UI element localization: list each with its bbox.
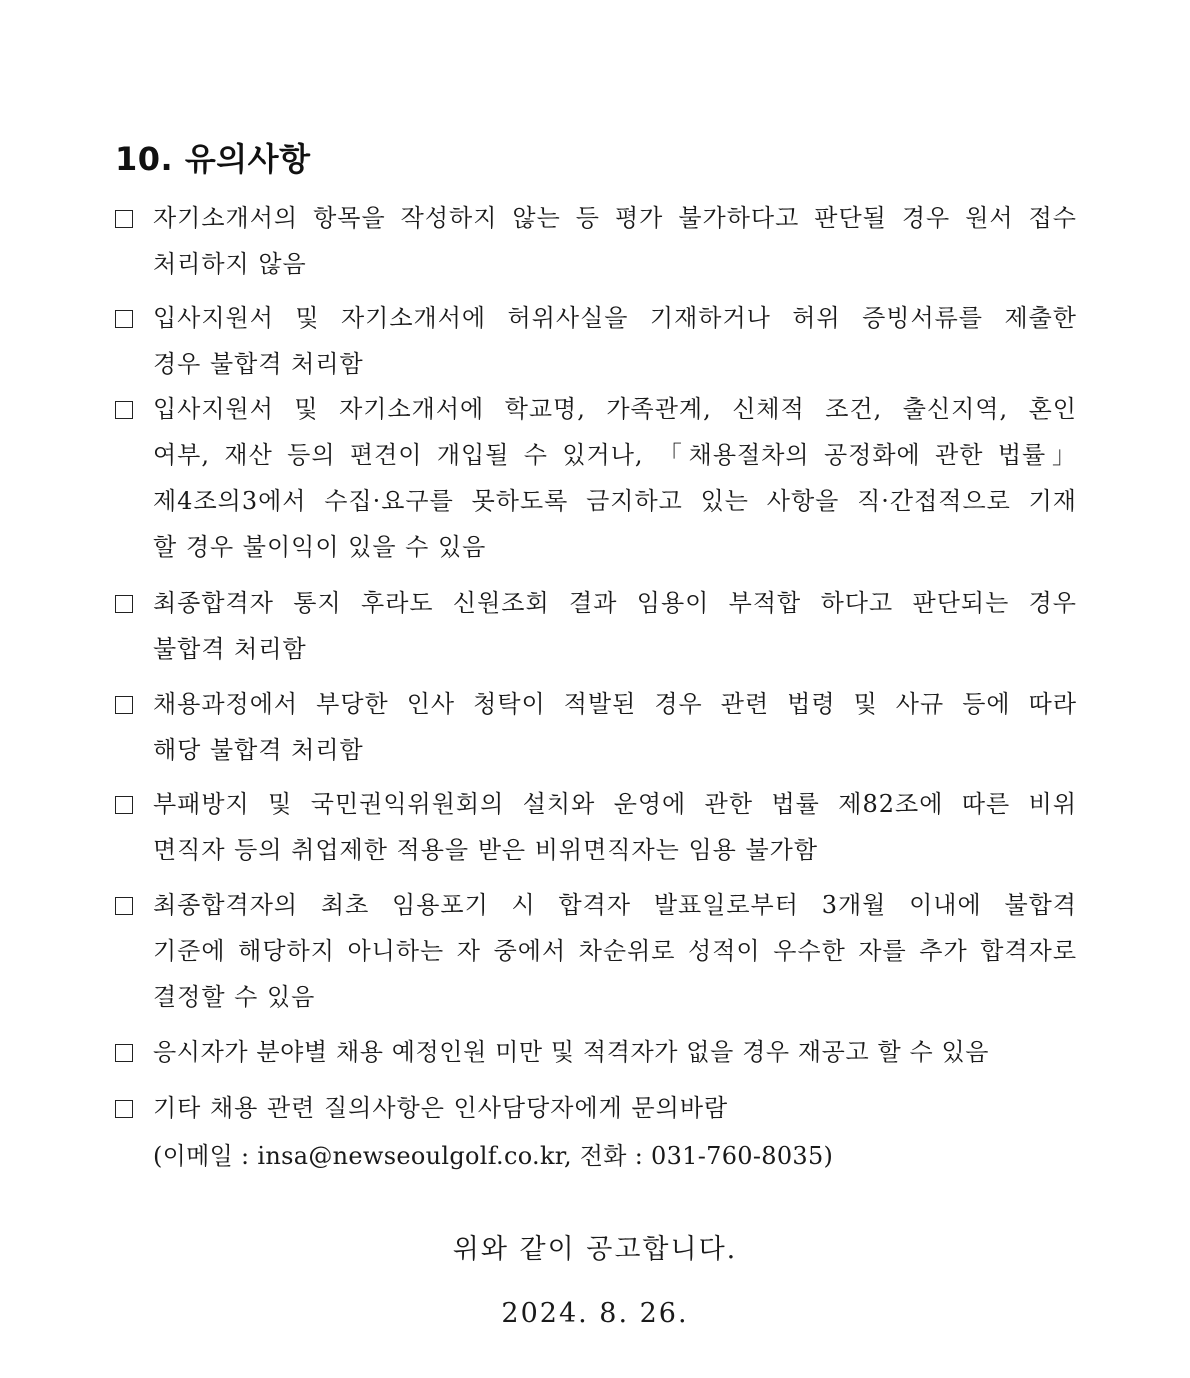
checkbox-icon [115, 1044, 133, 1062]
notice-line: 부패방지 및 국민권익위원회의 설치와 운영에 관한 법률 제82조에 따른 비위 [153, 790, 1077, 818]
notice-line: 제4조의3에서 수집·요구를 못하도록 금지하고 있는 사항을 직·간접적으로 기재 [153, 487, 1077, 515]
notice-line: 할 경우 불이익이 있을 수 있음 [153, 533, 487, 561]
notice-line: 기준에 해당하지 아니하는 자 중에서 차순위로 성적이 우수한 자를 추가 합격자로 [153, 937, 1077, 965]
notice-line: 입사지원서 및 자기소개서에 허위사실을 기재하거나 허위 증빙서류를 제출한 [153, 304, 1077, 332]
checkbox-icon [115, 696, 133, 714]
notice-line: 최종합격자 통지 후라도 신원조회 결과 임용이 부적합 하다고 판단되는 경우 [153, 589, 1077, 617]
notice-line: 결정할 수 있음 [153, 983, 316, 1011]
checkbox-icon [115, 401, 133, 419]
notice-line: 기타 채용 관련 질의사항은 인사담당자에게 문의바람 [153, 1094, 729, 1122]
notice-line: 입사지원서 및 자기소개서에 학교명, 가족관계, 신체적 조건, 출신지역, 혼인 [153, 395, 1077, 423]
checkbox-icon [115, 796, 133, 814]
notice-line: 처리하지 않음 [153, 250, 307, 278]
notice-line: 응시자가 분야별 채용 예정인원 미만 및 적격자가 없을 경우 재공고 할 수 있음 [153, 1038, 990, 1066]
notice-line: 해당 불합격 처리함 [153, 736, 364, 764]
checkbox-icon [115, 310, 133, 328]
closing-statement: 위와 같이 공고합니다. [452, 1234, 738, 1265]
contact-line: (이메일 : insa@newseoulgolf.co.kr, 전화 : 031-760-8035) [153, 1142, 834, 1170]
announcement-date: 2024. 8. 26. [501, 1298, 689, 1329]
notice-line: 면직자 등의 취업제한 적용을 받은 비위면직자는 임용 불가함 [153, 836, 819, 864]
notice-line: 불합격 처리함 [153, 635, 307, 663]
notice-line: 여부, 재산 등의 편견이 개입될 수 있거나, 「채용절차의 공정화에 관한 법률」 [153, 441, 1077, 469]
notice-line: 자기소개서의 항목을 작성하지 않는 등 평가 불가하다고 판단될 경우 원서 접수 [153, 204, 1077, 232]
notice-line: 채용과정에서 부당한 인사 청탁이 적발된 경우 관련 법령 및 사규 등에 따라 [153, 690, 1077, 718]
notice-line: 경우 불합격 처리함 [153, 350, 364, 378]
checkbox-icon [115, 210, 133, 228]
section-title: 10. 유의사항 [115, 140, 311, 178]
notice-line: 최종합격자의 최초 임용포기 시 합격자 발표일로부터 3개월 이내에 불합격 [153, 891, 1077, 919]
checkbox-icon [115, 1100, 133, 1118]
checkbox-icon [115, 897, 133, 915]
checkbox-icon [115, 595, 133, 613]
